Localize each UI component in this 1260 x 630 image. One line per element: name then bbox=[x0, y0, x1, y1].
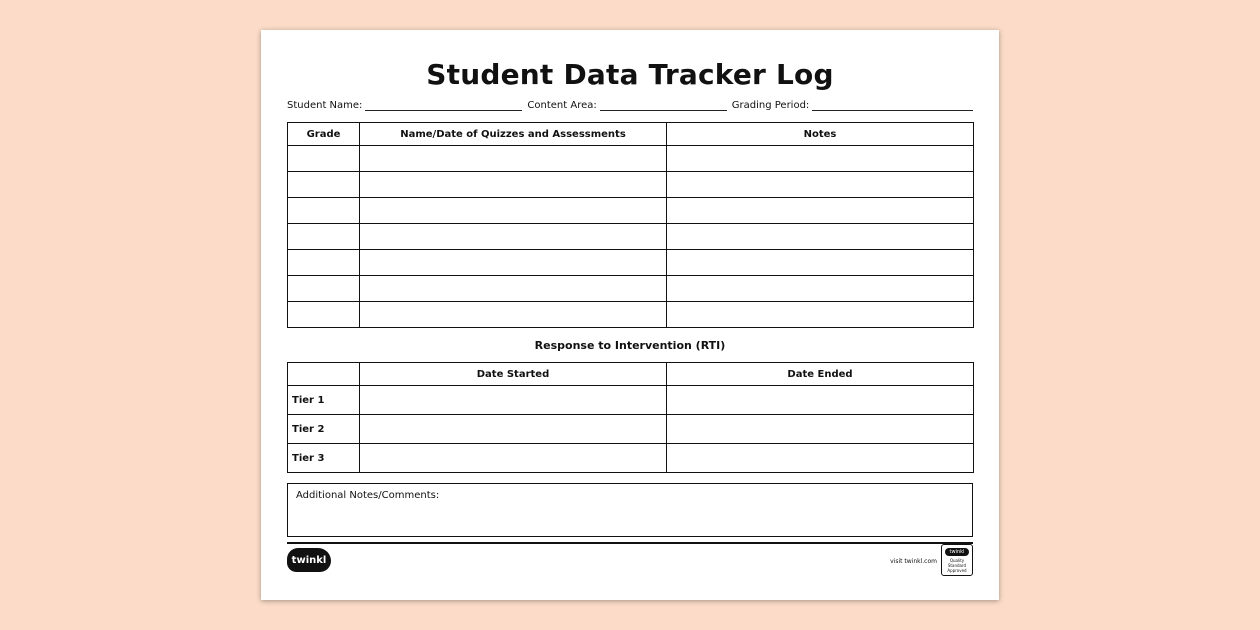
notes-cell[interactable] bbox=[667, 276, 974, 302]
grade-cell[interactable] bbox=[288, 172, 360, 198]
assessment-cell[interactable] bbox=[360, 146, 667, 172]
date-started-cell[interactable] bbox=[360, 386, 667, 415]
grade-cell[interactable] bbox=[288, 224, 360, 250]
assessment-cell[interactable] bbox=[360, 276, 667, 302]
badge-text: Quality Standard Approved bbox=[947, 558, 967, 573]
grade-cell[interactable] bbox=[288, 276, 360, 302]
rti-row-tier-3 bbox=[288, 444, 974, 473]
grade-cell[interactable] bbox=[288, 250, 360, 276]
notes-cell[interactable] bbox=[667, 172, 974, 198]
rti-row-tier-1 bbox=[288, 386, 974, 415]
assessment-cell[interactable] bbox=[360, 198, 667, 224]
assessment-log-table bbox=[287, 122, 974, 328]
table-header-row bbox=[288, 123, 974, 146]
grade-cell[interactable] bbox=[288, 198, 360, 224]
assessment-cell[interactable] bbox=[360, 172, 667, 198]
table-row bbox=[288, 172, 974, 198]
assessment-cell[interactable] bbox=[360, 250, 667, 276]
visit-link-text: visit twinkl.com bbox=[890, 558, 937, 565]
grade-cell[interactable] bbox=[288, 302, 360, 328]
worksheet-page bbox=[261, 30, 999, 600]
grade-cell[interactable] bbox=[288, 146, 360, 172]
additional-notes-label: Additional Notes/Comments: bbox=[296, 490, 440, 501]
grading-period-label: Grading Period: bbox=[731, 100, 810, 111]
content-area-label: Content Area: bbox=[527, 100, 597, 111]
student-name-label: Student Name: bbox=[287, 100, 363, 111]
badge-logo: twinkl bbox=[945, 548, 969, 556]
table-row bbox=[288, 224, 974, 250]
rti-header-row bbox=[288, 363, 974, 386]
notes-cell[interactable] bbox=[667, 224, 974, 250]
date-ended-cell[interactable] bbox=[667, 386, 974, 415]
rti-corner-header bbox=[288, 363, 360, 386]
table-row bbox=[288, 146, 974, 172]
date-started-header: Date Started bbox=[360, 363, 667, 386]
table-row bbox=[288, 198, 974, 224]
rti-row-tier-2 bbox=[288, 415, 974, 444]
date-started-cell[interactable] bbox=[360, 444, 667, 473]
notes-cell[interactable] bbox=[667, 302, 974, 328]
quality-badge-icon bbox=[941, 544, 973, 576]
page-title: Student Data Tracker Log bbox=[426, 58, 834, 91]
student-info-line bbox=[287, 100, 973, 111]
date-ended-cell[interactable] bbox=[667, 415, 974, 444]
date-ended-header: Date Ended bbox=[667, 363, 974, 386]
rti-section-title: Response to Intervention (RTI) bbox=[534, 339, 726, 352]
assessment-header: Name/Date of Quizzes and Assessments bbox=[360, 123, 667, 146]
content-area-blank[interactable] bbox=[600, 100, 727, 111]
notes-cell[interactable] bbox=[667, 146, 974, 172]
assessment-cell[interactable] bbox=[360, 302, 667, 328]
rti-table bbox=[287, 362, 974, 473]
student-name-blank[interactable] bbox=[365, 100, 522, 111]
tier-label: Tier 3 bbox=[288, 444, 360, 473]
footer-divider bbox=[287, 542, 973, 544]
notes-header: Notes bbox=[667, 123, 974, 146]
grading-period-blank[interactable] bbox=[812, 100, 973, 111]
table-row bbox=[288, 250, 974, 276]
tier-label: Tier 2 bbox=[288, 415, 360, 444]
table-row bbox=[288, 276, 974, 302]
date-ended-cell[interactable] bbox=[667, 444, 974, 473]
assessment-cell[interactable] bbox=[360, 224, 667, 250]
grade-header: Grade bbox=[288, 123, 360, 146]
date-started-cell[interactable] bbox=[360, 415, 667, 444]
twinkl-logo: twinkl bbox=[287, 548, 331, 572]
notes-cell[interactable] bbox=[667, 198, 974, 224]
tier-label: Tier 1 bbox=[288, 386, 360, 415]
additional-notes-box[interactable] bbox=[287, 483, 973, 537]
notes-cell[interactable] bbox=[667, 250, 974, 276]
table-row bbox=[288, 302, 974, 328]
